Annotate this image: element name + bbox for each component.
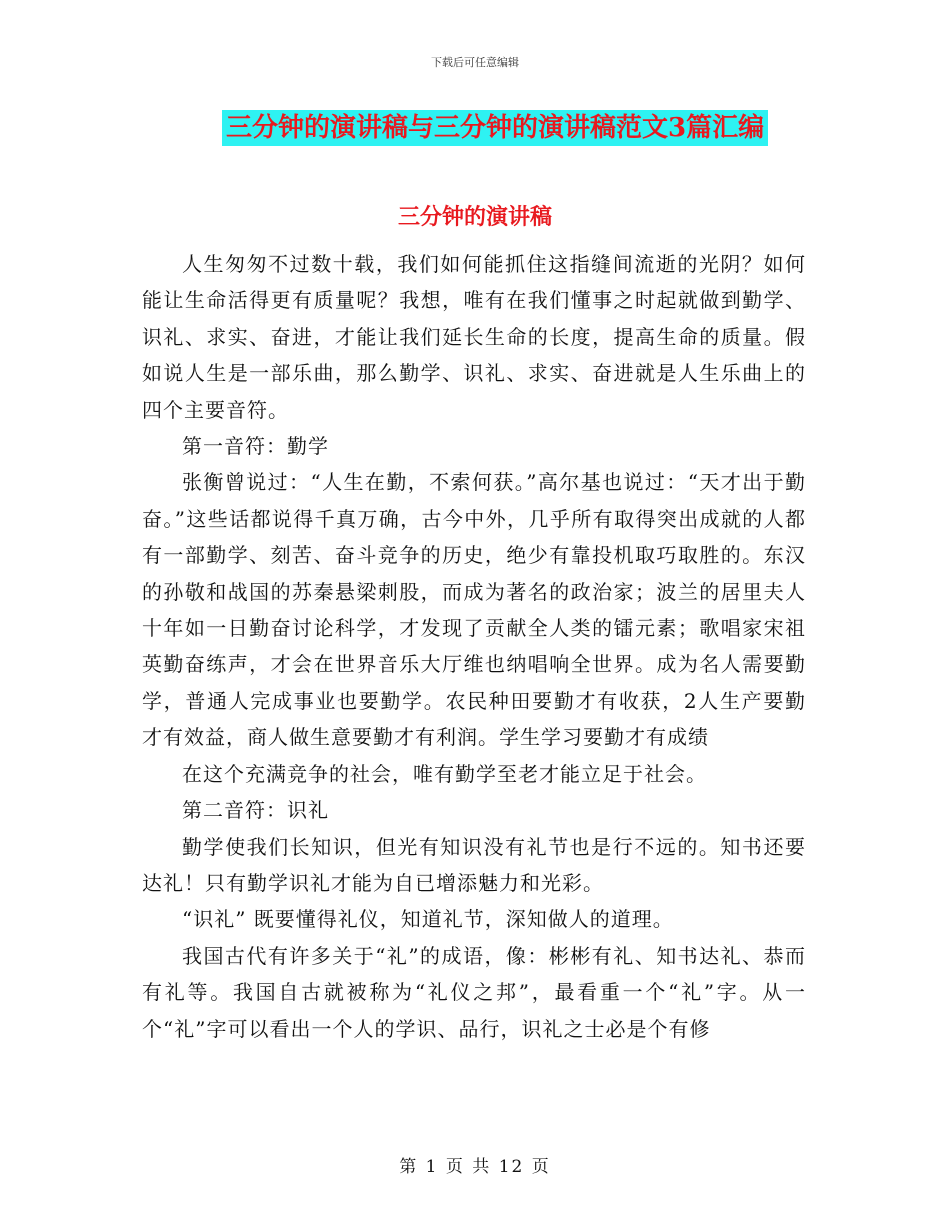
paragraph-etiquette-definition: “识礼” 既要懂得礼仪，知道礼节，深知做人的道理。 [182, 907, 674, 932]
subheading-first-note: 第一音符：勤学 [182, 434, 329, 459]
paragraph-competition: 在这个充满竞争的社会，唯有勤学至老才能立足于社会。 [182, 761, 707, 786]
subheading-second-note: 第二音符：识礼 [182, 798, 329, 823]
paragraph-diligence: 张衡曾说过：“人生在勤，不索何获。”高尔基也说过：“天才出于勤奋。”这些话都说得千真万确，古今中外，几乎所有取得突出成就的人都有一部勤学、刻苦、奋斗竞争的历史，绝少有靠投机取巧取胜的。东汉的孙敬和战国的苏秦悬梁刺股，而成为著名的政治家；波兰的居里夫人十年如一日勤奋讨论科学，才发现了贡献全人类的镭元素；歌唱家宋祖英勤奋练声，才会在世界音乐大厅维也纳唱响全世界。成为名人需要勤学，普通人完成事业也要勤学。农民种田要勤才有收获，2人生产要勤才有效益，商人做生意要勤才有利润。学生学习要勤才有成绩 [142, 470, 806, 750]
document-title: 三分钟的演讲稿与三分钟的演讲稿范文3篇汇编 [222, 110, 768, 146]
section-title: 三分钟的演讲稿 [397, 204, 552, 230]
paragraph-etiquette-intro: 勤学使我们长知识，但光有知识没有礼节也是行不远的。知书还要达礼！只有勤学识礼才能为自已增添魅力和光彩。 [142, 834, 806, 895]
paragraph-intro: 人生匆匆不过数十载，我们如何能抓住这指缝间流逝的光阴？如何能让生命活得更有质量呢？我想，唯有在我们懂事之时起就做到勤学、识礼、求实、奋进，才能让我们延长生命的长度，提高生命的质量。假如说人生是一部乐曲，那么勤学、识礼、求实、奋进就是人生乐曲上的四个主要音符。 [142, 252, 806, 422]
header-note: 下载后可任意编辑 [431, 56, 519, 69]
document-body [142, 246, 806, 1047]
page-footer: 第 1 页 共 12 页 [399, 1157, 551, 1177]
paragraph-etiquette-history: 我国古代有许多关于“礼”的成语，像：彬彬有礼、知书达礼、恭而有礼等。我国自古就被称为“礼仪之邦”，最看重一个“礼”字。从一个“礼”字可以看出一个人的学识、品行，识礼之士必是个有修 [142, 943, 806, 1041]
